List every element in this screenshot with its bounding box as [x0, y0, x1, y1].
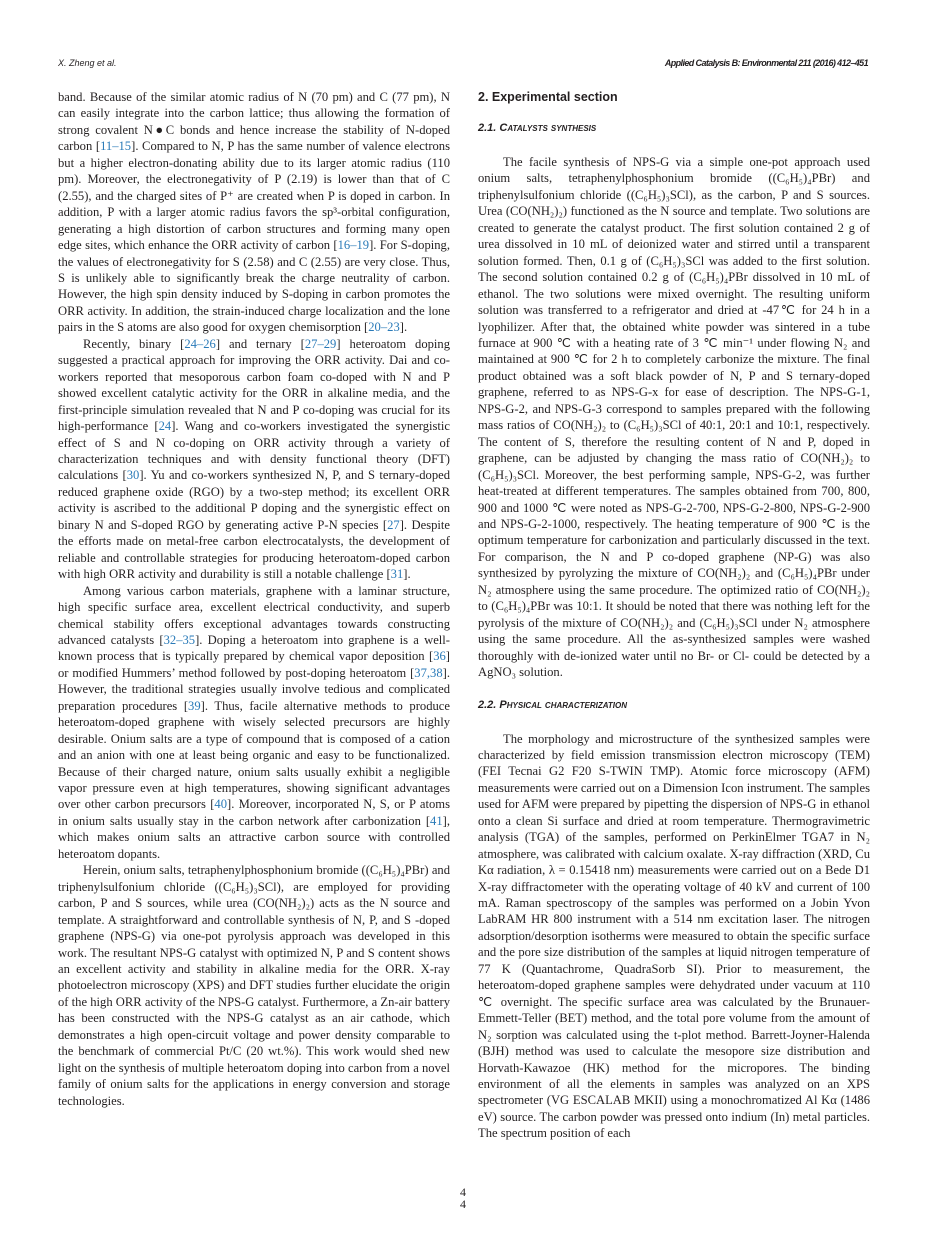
citation-link[interactable]: 32–35	[163, 632, 196, 647]
citation-link[interactable]: 31	[390, 567, 404, 582]
subsection-number: 2.2.	[478, 698, 497, 711]
subsection-title: Catalysts synthesis	[499, 122, 597, 134]
citation-link[interactable]: 37,38	[414, 665, 443, 680]
paragraph: The morphology and microstructure of the synthesized samples were characterized by field emission transmission electron microscopy (TEM) (FEI Tecnai G2 F20 S-TWIN TMP). Atomic force microscopy (AFM) measurements were carried out on a Dimension Icon instrument. The samples used for AFM were prepared by pipetting the dispersion of NPS-G in ethanol onto a clean Si surface and dried at room temperature. Thermogravimetric analysis (TGA) of the samples, performed on PerkinElmer TGA7 in N₂ atmosphere, was calibrated with calcium oxalate. X-ray diffraction (XRD, Cu Kα radiation, λ = 0.15418 nm) measurements were carried out on a Bede D1 X-ray diffractometer with the operating voltage of 40 kV and current of 100 mA. Raman spectroscopy of the samples was performed on a Jobin Yvon LabRAM HR 800 instrument with a 514 nm excitation laser. The nitrogen adsorption/desorption isotherms were measured to obtain the specific surface and the pore size distribution of the samples at liquid nitrogen temperature of 77 K (Quantachrome, QuadraSorb SI). Prior to measurement, the heteroatom-doped graphene samples were dehydrated under vacuum at 110 ℃ overnight. The specific surface area was calculated by the Brunauer-Emmett-Teller (BET) method, and the total pore volume from the amount of N₂ sorption was calculated using the t-plot method. Barrett-Joyner-Halenda (BJH) method was used to calculate the mesopore size distribution and Horvath-Kawazoe (HK) method for the micropores. The binding environment of all the elements in samples was analyzed on an XPS spectrometer (VG ESCALAB MKII) using a monochromatized Al Kα (1486 eV) source. The carbon powder was pressed onto indium (In) metal particles. The spectrum position of each	[478, 731, 870, 1141]
citation-link[interactable]: 24	[158, 419, 172, 434]
citation-link[interactable]: 36	[433, 649, 446, 664]
citation-link[interactable]: 27	[387, 517, 400, 532]
citation-link[interactable]: 24–26	[184, 336, 216, 351]
paragraph: Among various carbon materials, graphene with a laminar structure, high specific surface area, excellent electrical conductivity, and superb chemical stability offers exceptional advantages towards constructing advanced catalysts [32–35]. Doping a heteroatom into graphene is a well-known process that is typically prepared by chemical vapor deposition [36] or modified Hummers’ method followed by post-doping heteroatom [37,38]. However, the traditional strategies usually involve tedious and complicated preparation procedures [39]. Thus, facile alternative methods to produce heteroatom-doped graphene with wisely selected precursors are highly desirable. Onium salts are a type of compound that is composed of a cation and an anion with one at least being organic and easy to be functionalized. Because of their charged nature, onium salts usually exhibit a negligible vapor pressure even at high temperatures, showing significant advantages over other carbon precursors [40]. Moreover, incorporated N, S, or P atoms in onium salts usually stay in the carbon network after carbonization [41], which makes onium salts an attractive carbon source with controlled heteroatom dopants.	[58, 583, 450, 861]
subsection-heading-catalysts-synthesis	[478, 120, 870, 136]
subsection-heading-physical-characterization	[478, 697, 870, 713]
citation-link[interactable]: 20–23	[368, 320, 400, 335]
citation-link[interactable]: 41	[430, 813, 443, 828]
right-column	[478, 89, 870, 1142]
citation-link[interactable]: 30	[126, 468, 140, 483]
section-heading: 2. Experimental section	[478, 90, 618, 104]
running-head-journal: Applied Catalysis B: Environmental 211 (2016) 412–451	[664, 58, 868, 68]
paragraph: The facile synthesis of NPS-G via a simple one-pot approach used onium salts, tetraphenylphosphonium bromide ((C₆H₅)₄PBr) and triphenylsulfonium chloride ((C₆H₅)₃SCl), as the carbon, P and S sources. Urea (CO(NH₂)₂) functioned as the N source and template. Two solutions are created to generate the catalyst product. The first solution contained 2 g of urea dissolved in 10 mL of deionized water and stirred until a transparent solution formed. Then, 0.1 g of (C₆H₅)₃SCl was added to the first solution. The second solution contained 0.2 g of (C₆H₅)₄PBr dissolved in 10 mL of ethanol. The two solutions were mixed overnight. The resulting uniform solution was transferred to a refrigerator and dried at -47℃ for 24 h in a lyophilizer. After that, the obtained white powder was sintered in a tube furnace at 900 ℃ with a heating rate of 3 ℃ min⁻¹ under flowing N₂ and maintained at 900 ℃ for 2 h to completely carbonize the mixture. The final product obtained was a soft black powder of N, P and S ternary-doped graphene, referred to as NPS-G-x for ease of description. The NPS-G-1, NPS-G-2, and NPS-G-3 correspond to samples prepared with the following mass ratios of CO(NH₂)₂ to (C₆H₅)₃SCl of 40:1, 20:1 and 10:1, respectively. The content of S, therefore the resulting content of N and P, doped in graphene, can be adjusted by changing the mass ratio of CO(NH₂)₂ to (C₆H₅)₃SCl. Moreover, the best performing sample, NPS-G-2, was further heat-treated at different temperatures. The samples obtained from 700, 800, 900 and 1000 ℃ were noted as NPS-G-2-700, NPS-G-2-800, NPS-G-2-900 and NPS-G-2-1000, respectively. The heating temperature of 900 ℃ is the optimum temperature for carbonization and particularly discussed in the text. For comparison, the N and P co-doped graphene (NP-G) was also synthesized by pyrolyzing the mixture of CO(NH₂)₂ and (C₆H₅)₄PBr under N₂ atmosphere using the same procedure. The optimized ratio of CO(NH₂)₂ to (C₆H₅)₄PBr was 10:1. It should be noted that there was nothing left for the pyrolysis of the mixture of CO(NH₂)₂ and (C₆H₅)₃SCl under N₂ atmosphere using the same procedure. All the as-synthesized samples were washed thoroughly with de-ionized water until no Br- or Cl- could be detected by a AgNO₃ solution.	[478, 155, 870, 680]
left-column	[58, 89, 450, 1109]
page-number-repeat: 4	[460, 1197, 466, 1211]
page-number: 4	[460, 1185, 466, 1199]
citation-link[interactable]: 39	[188, 698, 201, 713]
paragraph: band. Because of the similar atomic radius of N (70 pm) and C (77 pm), N can easily integrate into the carbon lattice; thus allowing the formation of strong covalent N●C bonds and hence increase the stability of N-doped carbon [11–15]. Compared to N, P has the same number of valence electrons but a higher electron-donating ability due to its larger atomic radius (110 pm). Moreover, the electronegativity of P (2.19) is lower than that of C (2.55), and the charged sites of P⁺ are created when P is doped in carbon. In addition, P with a larger atomic radius favors the sp³-orbital configuration, generating a high distortion of carbon structures and forming many open edge sites, which enhance the ORR activity of carbon [16–19]. For S-doping, the values of electronegativity for S (2.58) and C (2.55) are very close. Thus, S is unlikely able to significantly break the charge neutrality of carbon. However, the high spin density induced by S-doping in carbon promotes the ORR activity. In addition, the strain-induced charge localization and the lone pairs in the S atoms are also good for oxygen chemisorption [20–23].	[58, 90, 451, 335]
paragraph: Recently, binary [24–26] and ternary [27–29] heteroatom doping suggested a practical approach for improving the ORR activity. Dai and co-workers reported that mesoporous carbon foam co-doped with N and P showed excellent catalytic activity for the ORR in alkaline media, and the first-principle simulation revealed that N and P co-doping was crucial for its high-performance [24]. Wang and co-workers investigated the synergistic effect of S and N co-doping on ORR activity through a variety of characterization techniques and with density functional theory (DFT) calculations [30]. Yu and co-workers synthesized N, P, and S ternary-doped reduced graphene oxide (RGO) by a two-step method; its excellent ORR activity is ascribed to the additional P doping and the synergistic effect on binary N and S-doped RGO by generating active P-N species [27]. Despite the efforts made on metal-free carbon electrocatalysts, the development of reliable and controllable strategies for producing heteroatom-doped carbon with high ORR activity and durability is still a notable challenge [31].	[58, 336, 451, 582]
citation-link[interactable]: 11–15	[100, 139, 132, 154]
subsection-title: Physical characterization	[499, 698, 627, 711]
subsection-number: 2.1.	[478, 122, 497, 134]
running-head-authors: X. Zheng et al.	[58, 58, 117, 68]
citation-link[interactable]: 16–19	[337, 238, 370, 253]
citation-link[interactable]: 40	[214, 797, 228, 812]
paragraph: Herein, onium salts, tetraphenylphosphonium bromide ((C₆H₅)₄PBr) and triphenylsulfonium chloride ((C₆H₅)₃SCl), are employed for providing carbon, P and S sources, while urea (CO(NH₂)₂) acts as the N source and template. A straightforward and controllable synthesis of N, P, and S -doped graphene (NPS-G) via one-pot pyrolysis approach was developed in this work. The resultant NPS-G catalyst with optimized N, P and S content shows an excellent activity and stability in alkaline media for the ORR. X-ray photoelectron microscopy (XPS) and DFT studies further elucidate the origin of the high ORR activity of the NPS-G catalyst. Furthermore, a Zn-air battery has been constructed with the NPS-G catalyst as an air cathode, which demonstrates a high open-circuit voltage and power density comparable to the benchmark of commercial Pt/C (20 wt.%). This work would shed new light on the synthesis of multiple heteroatom doping into carbon from a novel family of onium salts for the applications in energy conversion and storage technologies.	[58, 863, 450, 1108]
citation-link[interactable]: 27–29	[304, 336, 337, 351]
